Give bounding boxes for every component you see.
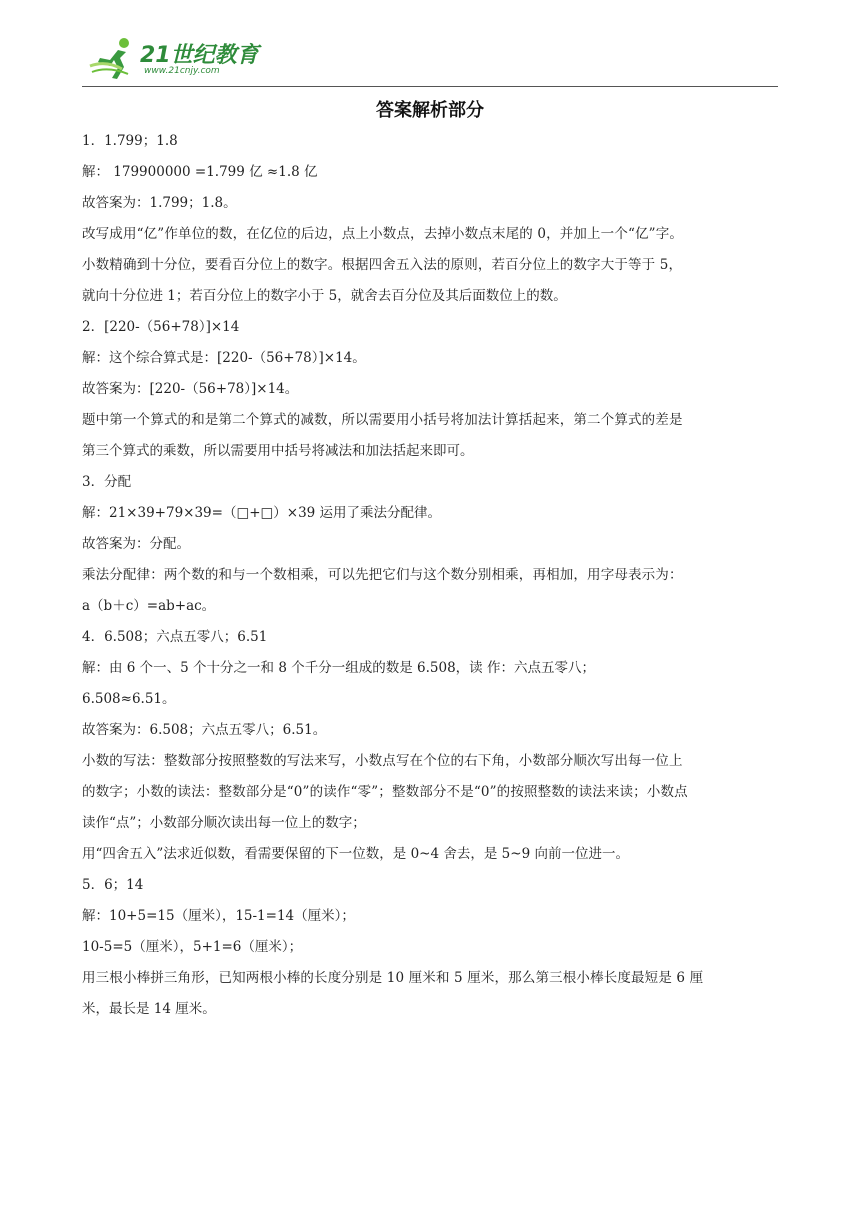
text-line: 故答案为：分配。 [82, 536, 190, 552]
text-line: 用三根小棒拼三角形，已知两根小棒的长度分别是 10 厘米和 5 厘米，那么第三根小棒长度最短是 6 厘 [82, 970, 704, 986]
text-line: 4．6.508；六点五零八；6.51 [82, 629, 268, 645]
text-line: 故答案为：[220-（56+78）]×14。 [82, 381, 299, 397]
logo-url: www.21cnjy.com [144, 66, 220, 76]
text-line: 解：这个综合算式是：[220-（56+78）]×14。 [82, 350, 366, 366]
runner-logo-icon [88, 36, 138, 80]
text-line: 解：由 6 个一、5 个十分之一和 8 个千分一组成的数是 6.508，读 作：六点五零八； [82, 660, 595, 676]
page-header [82, 34, 778, 87]
text-line: 就向十分位进 1；若百分位上的数字小于 5，就舍去百分位及其后面数位上的数。 [82, 288, 567, 304]
page-title: 答案解析部分 [376, 100, 484, 121]
text-line: 3．分配 [82, 474, 132, 490]
logo-text: 21世纪教育 [140, 43, 259, 68]
text-line: 故答案为：6.508；六点五零八；6.51。 [82, 722, 327, 738]
text-line: 乘法分配律：两个数的和与一个数相乘，可以先把它们与这个数分别相乘，再相加，用字母表示为： [82, 567, 683, 583]
text-line: 10-5=5（厘米），5+1=6（厘米）； [82, 939, 303, 955]
text-line: 解：10+5=15（厘米），15-1=14（厘米）； [82, 908, 355, 924]
text-line: 米，最长是 14 厘米。 [82, 1001, 216, 1017]
text-line: 改写成用“亿”作单位的数，在亿位的后边，点上小数点，去掉小数点末尾的 0，并加上一个“亿”字。 [82, 226, 684, 242]
text-line: 小数精确到十分位，要看百分位上的数字。根据四舍五入法的原则，若百分位上的数字大于等于 5， [82, 257, 683, 273]
text-line: 题中第一个算式的和是第二个算式的减数，所以需要用小括号将加法计算括起来，第二个算式的差是 [82, 412, 683, 428]
text-line: 5．6；14 [82, 877, 144, 893]
text-line: 第三个算式的乘数，所以需要用中括号将减法和加法括起来即可。 [82, 443, 474, 459]
answer-content [82, 133, 782, 1032]
text-line: a（b＋c）=ab+ac。 [82, 598, 216, 614]
text-line: 解： 179900000 =1.799 亿 ≈1.8 亿 [82, 164, 318, 180]
text-line: 故答案为：1.799；1.8。 [82, 195, 237, 211]
text-line: 读作“点”；小数部分顺次读出每一位上的数字； [82, 815, 366, 831]
text-line: 2．[220-（56+78）]×14 [82, 319, 240, 335]
text-line: 1．1.799；1.8 [82, 133, 178, 149]
text-line: 的数字；小数的读法：整数部分是“0”的读作“零”；整数部分不是“0”的按照整数的读法来读；小数点 [82, 784, 688, 800]
text-line: 用“四舍五入”法求近似数，看需要保留的下一位数，是 0~4 舍去，是 5~9 向前一位进一。 [82, 846, 629, 862]
logo [88, 36, 268, 82]
text-line: 6.508≈6.51。 [82, 691, 176, 707]
text-line: 小数的写法：整数部分按照整数的写法来写，小数点写在个位的右下角，小数部分顺次写出每一位上 [82, 753, 683, 769]
text-line: 解：21×39+79×39=（□+□）×39 运用了乘法分配律。 [82, 505, 442, 521]
